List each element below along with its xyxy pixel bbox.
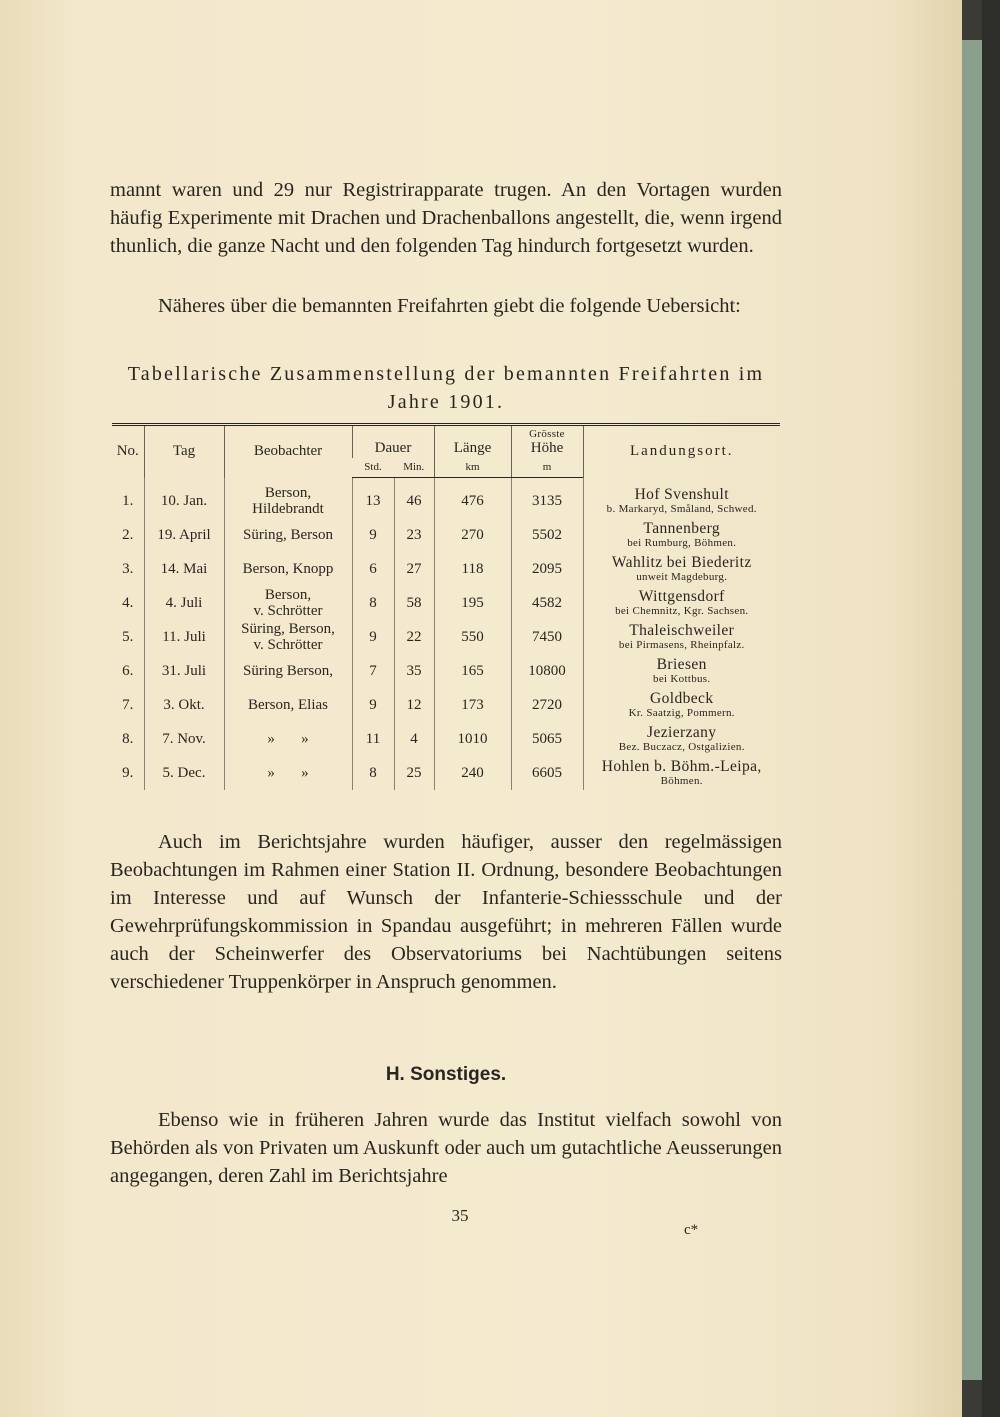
table-row — [112, 654, 780, 688]
cell-beobachter — [224, 654, 352, 688]
cell-no: 9. — [122, 765, 134, 781]
cell-ort: Thaleischweiler — [629, 622, 735, 639]
cell-beobachter-line1: Süring, Berson — [243, 527, 333, 543]
cell-min: 46 — [394, 478, 434, 519]
cover-edge-green — [962, 40, 982, 1380]
cell-min: 23 — [394, 518, 434, 552]
section-heading: H. Sonstiges. — [385, 1064, 507, 1085]
cell-m: 7450 — [511, 620, 583, 654]
cell-beobachter — [224, 756, 352, 790]
cell-ort-detail: b. Markaryd, Småland, Schwed. — [606, 502, 757, 515]
cell-beobachter-line1: Berson, Knopp — [242, 561, 334, 577]
cell-beobachter-line1: » » — [267, 765, 309, 781]
cell-m: 2720 — [511, 688, 583, 722]
cell-no: 7. — [122, 697, 134, 713]
cell-no: 8. — [122, 731, 134, 747]
cell-ort-detail: bei Kottbus. — [653, 673, 711, 685]
cell-km: 195 — [434, 586, 511, 620]
cell-min: 25 — [394, 756, 434, 790]
cell-landungsort — [583, 478, 780, 519]
cell-no: 4. — [122, 595, 134, 611]
header-dauer: Dauer — [352, 425, 434, 459]
cell-no: 1. — [122, 492, 134, 509]
cell-landungsort — [583, 552, 780, 586]
cell-std: 11 — [352, 722, 394, 756]
cell-landungsort — [583, 620, 780, 654]
cell-landungsort — [583, 518, 780, 552]
cell-beobachter — [224, 478, 352, 519]
cell-tag: 14. Mai — [144, 552, 224, 586]
cell-m: 6605 — [511, 756, 583, 790]
cell-tag: 5. Dec. — [144, 756, 224, 790]
cell-km: 240 — [434, 756, 511, 790]
cell-std: 9 — [352, 688, 394, 722]
cell-ort-detail: bei Rumburg, Böhmen. — [627, 537, 737, 549]
cell-ort: Hof Svenshult — [634, 485, 729, 503]
table-row — [112, 518, 780, 552]
header-beobachter: Beobachter — [224, 425, 352, 478]
cell-km: 118 — [434, 552, 511, 586]
cell-std: 6 — [352, 552, 394, 586]
cell-min: 4 — [394, 722, 434, 756]
cell-km: 1010 — [434, 722, 511, 756]
cell-min: 12 — [394, 688, 434, 722]
cell-tag: 19. April — [144, 518, 224, 552]
cell-no: 6. — [122, 663, 134, 679]
cell-landungsort — [583, 654, 780, 688]
cell-ort: Wahlitz bei Biederitz — [611, 554, 752, 571]
table-row — [112, 688, 780, 722]
cell-m: 4582 — [511, 586, 583, 620]
header-laenge: Länge — [434, 425, 511, 459]
cell-beobachter-line1: Süring, Berson, — [241, 621, 335, 637]
cell-tag: 7. Nov. — [144, 722, 224, 756]
table-row — [112, 756, 780, 790]
cell-std: 13 — [352, 478, 394, 519]
table-row — [112, 722, 780, 756]
cell-landungsort — [583, 756, 780, 790]
header-groesste: Grösste — [529, 427, 565, 440]
table-row — [112, 552, 780, 586]
header-hoehe — [511, 425, 583, 459]
cell-min: 22 — [394, 620, 434, 654]
cell-m: 2095 — [511, 552, 583, 586]
cell-std: 9 — [352, 620, 394, 654]
cell-beobachter — [224, 518, 352, 552]
cell-std: 7 — [352, 654, 394, 688]
cell-beobachter-line2: v. Schrötter — [253, 603, 323, 619]
cell-beobachter-line1: Berson, Elias — [248, 697, 328, 713]
header-tag: Tag — [144, 425, 224, 478]
header-std: Std. — [352, 458, 394, 478]
cell-min: 27 — [394, 552, 434, 586]
cell-ort-detail: Bez. Buczacz, Ostgalizien. — [618, 741, 745, 753]
cell-landungsort — [583, 688, 780, 722]
header-hoehe-label: Höhe — [530, 439, 564, 456]
table-row — [112, 478, 780, 519]
header-no: No. — [112, 425, 144, 478]
paragraph-inquiries: Ebenso wie in früheren Jahren wurde das Institut vielfach sowohl von Behörden als von Privaten um Auskunft oder auch um gutachtliche Aeusserungen angegangen, deren Zahl im Berichtsjahre — [110, 1109, 782, 1187]
cell-beobachter — [224, 722, 352, 756]
cell-beobachter-line1: » » — [267, 731, 309, 747]
cell-ort: Jezierzany — [647, 724, 717, 741]
header-min: Min. — [394, 458, 434, 478]
cell-beobachter-line2: Hildebrandt — [252, 500, 324, 517]
cell-beobachter-line2: v. Schrötter — [253, 637, 323, 653]
table-row — [112, 586, 780, 620]
table-caption: Tabellarische Zusammenstellung der bemannten Freifahrten im Jahre 1901. — [127, 363, 765, 413]
cell-ort-detail: unweit Magdeburg. — [636, 571, 728, 583]
cell-std: 8 — [352, 756, 394, 790]
cell-tag: 4. Juli — [144, 586, 224, 620]
cell-no: 2. — [122, 527, 134, 543]
cell-beobachter-line1: Berson, — [264, 587, 312, 603]
header-landungsort: Landungsort. — [583, 425, 780, 478]
cell-beobachter-line1: Berson, — [264, 484, 312, 501]
cell-tag: 10. Jan. — [144, 478, 224, 519]
cell-km: 550 — [434, 620, 511, 654]
cell-landungsort — [583, 722, 780, 756]
cell-beobachter — [224, 586, 352, 620]
cell-ort-detail: bei Chemnitz, Kgr. Sachsen. — [615, 605, 749, 617]
paragraph-observations: Auch im Berichtsjahre wurden häufiger, ausser den regelmässigen Beobachtungen im Rahmen einer Station II. Ordnung, besondere Beobachtungen im Interesse und auf Wunsch der Infanterie-Schiessschule und der Gewehrprüfungskommission in Spandau ausgeführt; in mehreren Fällen wurde auch der Scheinwerfer des Observatoriums bei Nachtübungen seitens verschiedener Truppenkörper in Anspruch genommen. — [110, 831, 782, 993]
paragraph-overview: Näheres über die bemannten Freifahrten giebt die folgende Uebersicht: — [158, 295, 741, 317]
cell-ort: Briesen — [656, 656, 707, 673]
cell-std: 9 — [352, 518, 394, 552]
cell-ort: Goldbeck — [650, 690, 714, 707]
cell-min: 35 — [394, 654, 434, 688]
signature-mark: c* — [684, 1222, 699, 1238]
header-m: m — [511, 458, 583, 478]
cell-tag: 31. Juli — [144, 654, 224, 688]
balloon-flights-table — [112, 423, 780, 790]
cell-no: 3. — [122, 561, 134, 577]
cell-ort: Tannenberg — [643, 520, 721, 537]
cell-std: 8 — [352, 586, 394, 620]
cell-beobachter — [224, 552, 352, 586]
table-row — [112, 620, 780, 654]
cell-m: 5502 — [511, 518, 583, 552]
cell-km: 270 — [434, 518, 511, 552]
cell-beobachter-line1: Süring Berson, — [243, 663, 333, 679]
cell-beobachter — [224, 688, 352, 722]
cell-min: 58 — [394, 586, 434, 620]
cover-edge-dark — [982, 0, 1000, 1417]
cell-km: 476 — [434, 478, 511, 519]
cell-ort-detail: bei Pirmasens, Rheinpfalz. — [618, 639, 745, 651]
cell-km: 165 — [434, 654, 511, 688]
cell-tag: 11. Juli — [144, 620, 224, 654]
cell-m: 3135 — [511, 478, 583, 519]
page-number: 35 — [451, 1206, 469, 1225]
cell-ort: Hohlen b. Böhm.-Leipa, — [601, 758, 762, 775]
cell-km: 173 — [434, 688, 511, 722]
header-km: km — [434, 458, 511, 478]
cell-m: 10800 — [511, 654, 583, 688]
cell-ort-detail: Böhmen. — [660, 775, 703, 787]
cell-tag: 3. Okt. — [144, 688, 224, 722]
cell-beobachter — [224, 620, 352, 654]
cell-landungsort — [583, 586, 780, 620]
cell-ort: Wittgensdorf — [638, 588, 725, 605]
cell-m: 5065 — [511, 722, 583, 756]
cell-no: 5. — [122, 629, 134, 645]
paragraph-intro: mannt waren und 29 nur Registrirapparate trugen. An den Vortagen wurden häufig Experimente mit Drachen und Drachenballons angestellt, die, wenn irgend thunlich, die ganze Nacht und den folgenden Tag hindurch fortgesetzt wurden. — [110, 179, 782, 257]
cell-ort-detail: Kr. Saatzig, Pommern. — [628, 707, 735, 719]
